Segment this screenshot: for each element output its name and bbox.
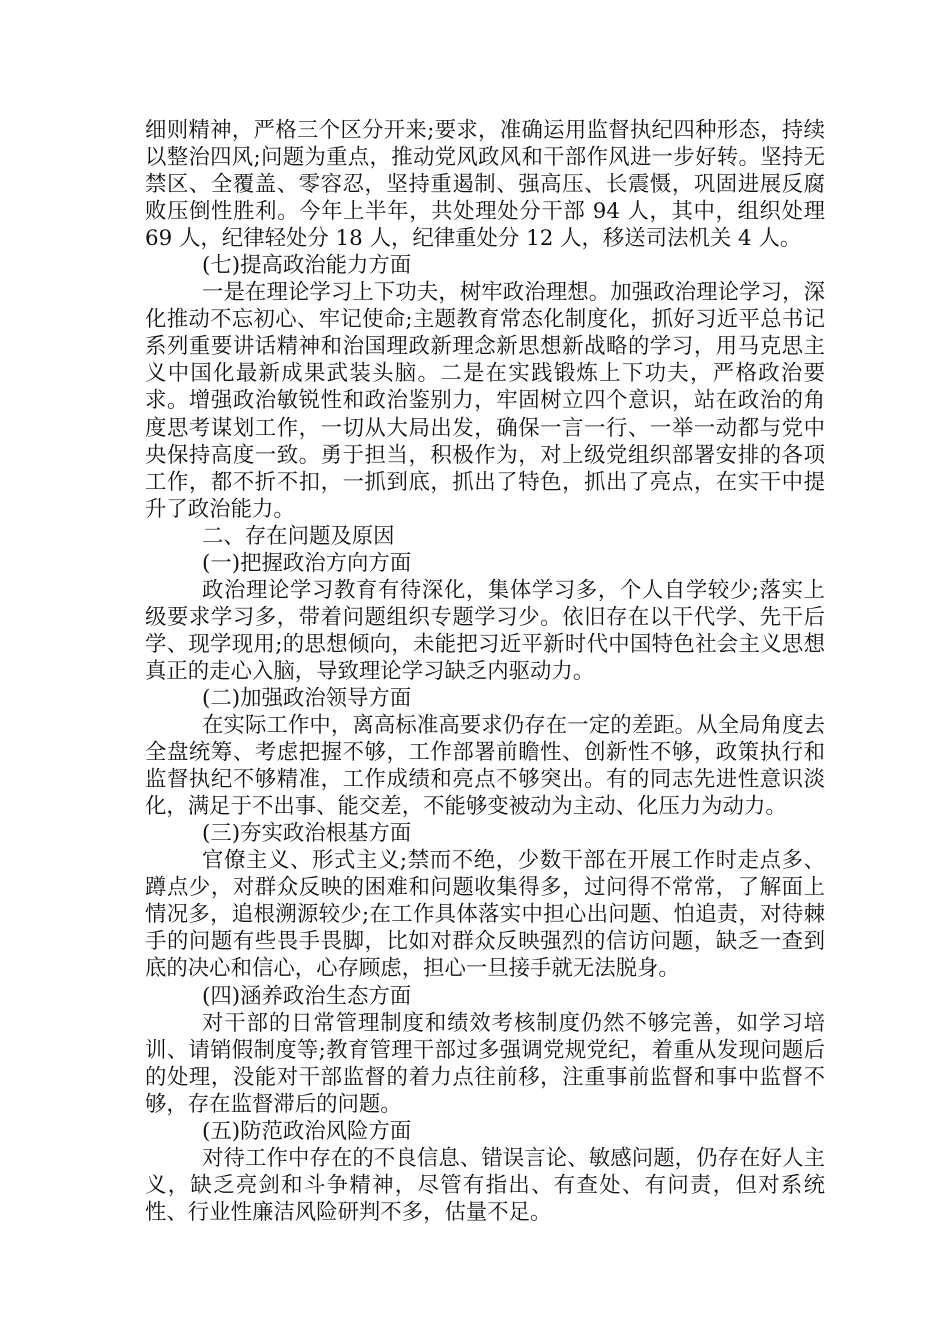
document-page	[145, 117, 825, 1226]
paragraph: 官僚主义、形式主义;禁而不绝，少数干部在开展工作时走点多、蹲点少，对群众反映的困难和问题收集得多，过问得不常常，了解面上情况多，追根溯源较少;在工作具体落实中担心出问题、怕追责，对待棘手的问题有些畏手畏脚，比如对群众反映强烈的信访问题，缺乏一查到底的决心和信心，心存顾虑，担心一旦接手就无法脱身。	[145, 848, 825, 982]
section-heading-5: (五)防范政治风险方面	[202, 1118, 412, 1144]
section-heading-3: (三)夯实政治根基方面	[202, 821, 412, 847]
paragraph: 在实际工作中，离高标准高要求仍存在一定的差距。从全局角度去全盘统筹、考虑把握不够，工作部署前瞻性、创新性不够，政策执行和监督执纪不够精准，工作成绩和亮点不够突出。有的同志先进性意识淡化，满足于不出事、能交差，不能够变被动为主动、化压力为动力。	[145, 713, 825, 820]
chapter-heading-2: 二、存在问题及原因	[202, 523, 395, 549]
section-heading-2: (二)加强政治领导方面	[202, 685, 412, 711]
paragraph: 政治理论学习教育有待深化，集体学习多，个人自学较少;落实上级要求学习多，带着问题组织专题学习少。依旧存在以干代学、先干后学、现学现用;的思想倾向，未能把习近平新时代中国特色社会主义思想真正的走心入脑，导致理论学习缺乏内驱动力。	[145, 577, 825, 684]
paragraph-continued: 细则精神，严格三个区分开来;要求，准确运用监督执纪四种形态，持续以整治四风;问题为重点，推动党风政风和干部作风进一步好转。坚持无禁区、全覆盖、零容忍，坚持重遏制、强高压、长震慑，巩固进展反腐败压倒性胜利。今年上半年，共处理处分干部 94 人，其中，组织处理 69 人，纪律轻处分 18 人，纪律重处分 12 人，移送司法机关 4 人。	[145, 118, 825, 252]
section-heading-4: (四)涵养政治生态方面	[202, 983, 412, 1009]
paragraph: 对待工作中存在的不良信息、错误言论、敏感问题，仍存在好人主义，缺乏亮剑和斗争精神，尽管有指出、有查处、有问责，但对系统性、行业性廉洁风险研判不多，估量不足。	[145, 1145, 825, 1225]
section-heading-1: (一)把握政治方向方面	[202, 550, 412, 576]
section-heading-7: (七)提高政治能力方面	[202, 253, 412, 279]
paragraph: 一是在理论学习上下功夫，树牢政治理想。加强政治理论学习，深化推动不忘初心、牢记使命;主题教育常态化制度化，抓好习近平总书记系列重要讲话精神和治国理政新理念新思想新战略的学习，用马克思主义中国化最新成果武装头脑。二是在实践锻炼上下功夫，严格政治要求。增强政治敏锐性和政治鉴别力，牢固树立四个意识，站在政治的角度思考谋划工作，一切从大局出发，确保一言一行、一举一动都与党中央保持高度一致。勇于担当，积极作为，对上级党组织部署安排的各项工作，都不折不扣，一抓到底，抓出了特色，抓出了亮点，在实干中提升了政治能力。	[145, 280, 825, 522]
paragraph: 对干部的日常管理制度和绩效考核制度仍然不够完善，如学习培训、请销假制度等;教育管理干部过多强调党规党纪，着重从发现问题后的处理，没能对干部监督的着力点往前移，注重事前监督和事中监督不够，存在监督滞后的问题。	[145, 1010, 825, 1117]
